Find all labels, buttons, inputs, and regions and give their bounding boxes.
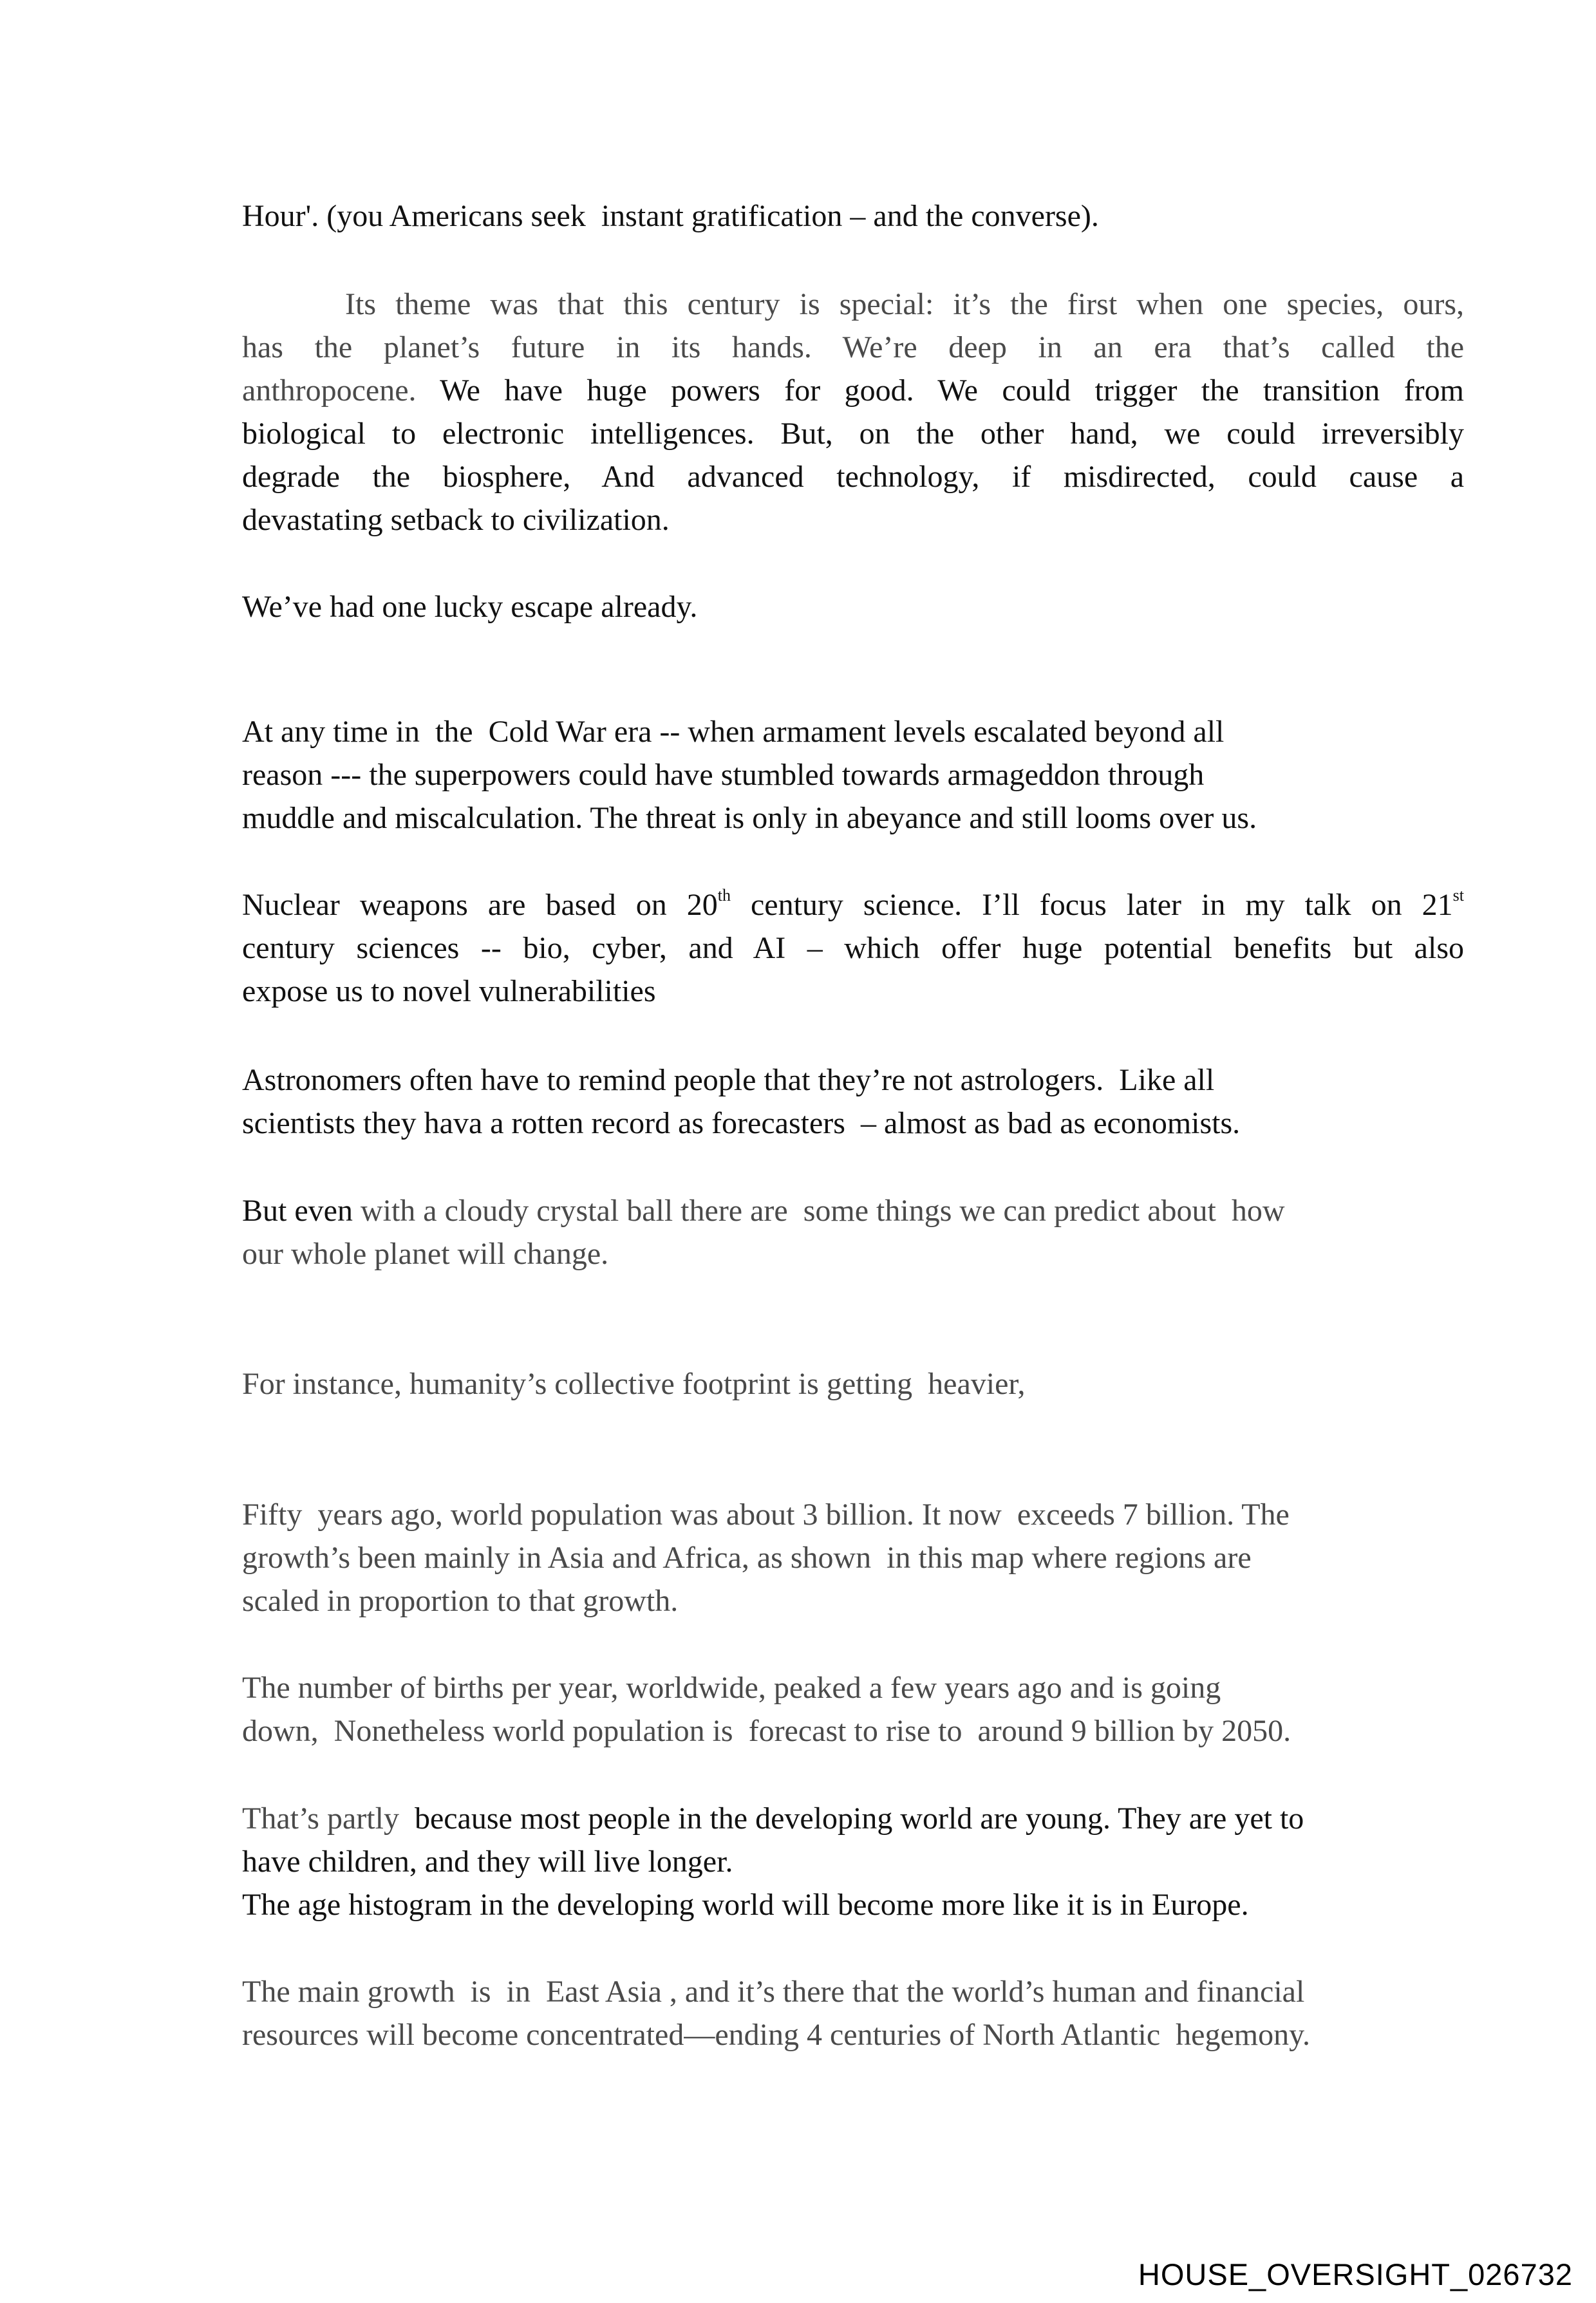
superscript-text: th [717, 886, 731, 905]
text-line [242, 1058, 1464, 1102]
text-line [242, 1493, 1464, 1536]
text-line [242, 883, 1464, 926]
text-segment: muddle and miscalculation. The threat is only in abeyance and still looms over us. [242, 801, 1257, 835]
text-segment: We’ve had one lucky escape already. [242, 590, 698, 624]
text-line [242, 412, 1464, 455]
superscript-text: st [1452, 886, 1464, 905]
text-segment: century sciences -- bio, cyber, and AI – which offer huge potential benefits but also [242, 931, 1464, 965]
paragraph-century-theme [242, 283, 1464, 541]
text-line [242, 1709, 1464, 1753]
paragraph-crystal-ball [242, 1189, 1464, 1275]
text-line [242, 1797, 1464, 1840]
text-segment: have children, and they will live longer. [242, 1845, 733, 1879]
text-line [242, 194, 1464, 238]
text-segment: devastating setback to civilization. [242, 503, 670, 537]
text-line [242, 796, 1464, 840]
text-line [242, 455, 1464, 498]
paragraph-births [242, 1666, 1464, 1753]
paragraph-population [242, 1493, 1464, 1622]
text-segment: growth’s been mainly in Asia and Africa, as shown in this map where regions are [242, 1541, 1252, 1575]
paragraph-footprint [242, 1362, 1464, 1405]
text-segment: Fifty years ago, world population was about 3 billion. It now exceeds 7 billion. The [242, 1498, 1290, 1532]
paragraph-developing-world [242, 1797, 1464, 1926]
text-line [242, 1232, 1464, 1275]
text-line [242, 369, 1464, 412]
text-line [242, 2013, 1464, 2056]
text-line [242, 1189, 1464, 1232]
text-line [242, 1579, 1464, 1622]
text-segment: The number of births per year, worldwide, peaked a few years ago and is going [242, 1671, 1221, 1705]
text-segment: has the planet’s future in its hands. We’re deep in an era that’s called the [242, 330, 1464, 364]
paragraph-gratification [242, 194, 1464, 238]
text-segment: degrade the biosphere, And advanced technology, if misdirected, could cause a [242, 460, 1464, 494]
text-segment: We have huge powers for good. We could trigger the transition from [440, 373, 1465, 408]
paragraph-cold-war [242, 710, 1464, 840]
text-segment: But even [242, 1194, 353, 1228]
text-segment: reason --- the superpowers could have stumbled towards armageddon through [242, 758, 1205, 792]
text-segment: scientists they hava a rotten record as forecasters – almost as bad as economists. [242, 1106, 1241, 1140]
text-segment: resources will become concentrated—ending 4 centuries of North Atlantic hegemony. [242, 2018, 1310, 2052]
text-segment: down, Nonetheless world population is forecast to rise to around 9 billion by 2050. [242, 1714, 1291, 1748]
text-line [242, 498, 1464, 541]
text-line [242, 1362, 1464, 1405]
text-line [242, 585, 1464, 628]
text-segment: That’s partly [242, 1801, 399, 1836]
text-line [242, 326, 1464, 369]
text-segment: Hour'. (you Americans seek instant gratification – and the converse). [242, 199, 1099, 233]
text-segment: At any time in the Cold War era -- when armament levels escalated beyond all [242, 715, 1225, 749]
text-line [242, 1883, 1464, 1926]
paragraph-east-asia [242, 1970, 1464, 2056]
text-segment: Astronomers often have to remind people that they’re not astrologers. Like all [242, 1063, 1215, 1097]
text-line [242, 710, 1464, 753]
document-id-footer: HOUSE_OVERSIGHT_026732 [1138, 2257, 1573, 2291]
text-segment: scaled in proportion to that growth. [242, 1584, 679, 1618]
text-segment: Nuclear weapons are based on 20 [242, 888, 718, 922]
text-segment: anthropocene. [242, 373, 440, 408]
text-line [242, 1970, 1464, 2013]
text-segment: because most people in the developing world are young. They are yet to [399, 1801, 1304, 1836]
text-segment: Its theme was that this century is special: it’s the first when one species, ours, [345, 287, 1464, 321]
text-line [242, 1536, 1464, 1579]
text-line [242, 970, 1464, 1013]
text-segment: biological to electronic intelligences. But, on the other hand, we could irreversibly [242, 417, 1464, 451]
text-line [242, 1102, 1464, 1145]
paragraph-astronomers [242, 1058, 1464, 1145]
text-segment: The main growth is in East Asia , and it’s there that the world’s human and financial [242, 1975, 1305, 2009]
text-line [242, 1666, 1464, 1709]
text-segment: For instance, humanity’s collective footprint is getting heavier, [242, 1367, 1026, 1401]
text-line [242, 1840, 1464, 1883]
paragraph-nuclear-weapons [242, 883, 1464, 1013]
text-segment: The age histogram in the developing world will become more like it is in Europe. [242, 1888, 1249, 1922]
text-segment: our whole planet will change. [242, 1237, 609, 1271]
text-segment: with a cloudy crystal ball there are some things we can predict about how [352, 1194, 1285, 1228]
text-line [242, 926, 1464, 970]
text-line [242, 753, 1464, 796]
paragraph-lucky-escape [242, 585, 1464, 628]
text-line [242, 283, 1464, 326]
text-segment: century science. I’ll focus later in my talk on 21 [730, 888, 1453, 922]
text-segment: expose us to novel vulnerabilities [242, 974, 656, 1008]
